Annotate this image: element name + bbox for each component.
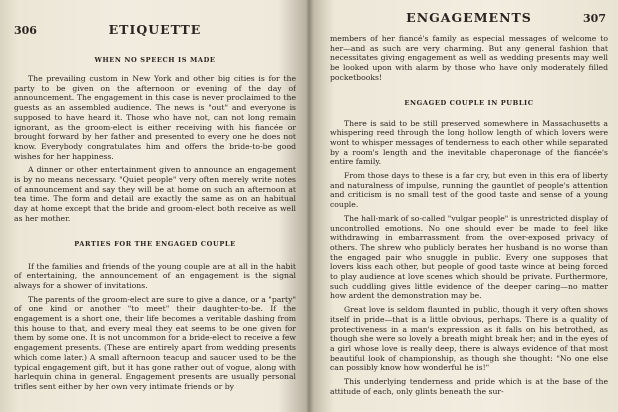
paragraph: The prevailing custom in New York and other big cities is for the party to be given on the afternoon or evening of the day of announcement. The engagement in this case is never proclaimed to the guests as an assembled audience. The news is "out" and everyone is supposed to have heard it. Those who have not, can not long remain ignorant, as the groom-elect is either receiving with his fiancée or brought forward by her father and presented to every one he does not know. Everybody congratulates him and offers the bride-to-be good wishes for her happiness. — [14, 74, 296, 161]
right-running-header — [330, 4, 608, 34]
left-running-header — [14, 4, 296, 38]
paragraph: The parents of the groom-elect are sure to give a dance, or a "party" of one kind or another "to meet" their daughter-to-be. If the engagement is a short one, their life becomes a veritable dashing from this house to that, and every meal they eat seems to be one given for them by some one. It is not uncommon for a bride-elect to receive a few engagement presents. (These are entirely apart from wedding presents which come later.) A small afternoon teacup and saucer used to be the typical engagement gift, but it has gone rather out of vogue, along with harlequin china in general. Engagement presents are usually personal trifles sent either by her own very intimate friends or by — [14, 294, 296, 391]
left-page — [14, 4, 296, 408]
left-page-number: 306 — [14, 24, 37, 37]
left-running-title: ETIQUETTE — [108, 22, 202, 37]
paragraph: A dinner or other entertainment given to announce an engagement is by no means necessary. "Quiet people" very often merely write notes of announcement and say they will be at home on such an afternoon at tea time. The form and detail are exactly the same as on an habitual day at home except that the bride and groom-elect both receive as well as her mother. — [14, 165, 296, 223]
paragraph: There is said to be still preserved somewhere in Massachusetts a whispering reed through the long hollow length of which lovers were wont to whisper messages of tenderness to each other while separated by a room's length and the inevitable chaperonage of the fiancée's entire family. — [330, 118, 608, 167]
paragraph: If the families and friends of the young couple are at all in the habit of entertaining, the announcement of an engagement is the signal always for a shower of invitations. — [14, 261, 296, 290]
section-heading-parties: PARTIES FOR THE ENGAGED COUPLE — [74, 239, 236, 248]
right-page-number: 307 — [583, 12, 606, 25]
right-page — [330, 4, 608, 408]
right-running-title: ENGAGEMENTS — [406, 10, 532, 25]
paragraph-continued: members of her fiancé's family as especial messages of welcome to her—and as such are very charming. But any general fashion that necessitates giving engagement as well as wedding presents may well be looked upon with alarm by those who have only moderately filled pocketbooks! — [330, 34, 608, 82]
paragraph: From those days to these is a far cry, but even in this era of liberty and naturalness of impulse, running the gauntlet of people's attention and criticism is no small test of the good taste and sense of a young couple. — [330, 171, 608, 210]
section-heading-public: ENGAGED COUPLE IN PUBLIC — [404, 98, 534, 107]
paragraph: Great love is seldom flaunted in public, though it very often shows itself in pride—that is a little obvious, perhaps. There is a quality of protectiveness in a man's expression as it falls on his betrothed, as though she were so lovely a breath might break her; and in the eyes of a girl whose love is really deep, there is always evidence of that most beautiful look of championship, as though she thought: "No one else can possibly know how wonderful he is!" — [330, 305, 608, 373]
paragraph: This underlying tenderness and pride which is at the base of the attitude of each, only glints beneath the sur- — [330, 377, 608, 396]
paragraph: The hall-mark of so-called "vulgar people" is unrestricted display of uncontrolled emotions. No one should ever be made to feel like withdrawing in embarrassment from the over-exposed privacy of others. The shrew who publicly berates her husband is no worse than the engaged pair who snuggle in public. Every one supposes that lovers kiss each other, but people of good taste wince at being forced to play audience at love scenes which should be private. Furthermore, such cuddling gives little evidence of the deeper caring—no matter how ardent the demonstration may be. — [330, 213, 608, 301]
section-heading-no-speech: WHEN NO SPEECH IS MADE — [94, 56, 216, 64]
